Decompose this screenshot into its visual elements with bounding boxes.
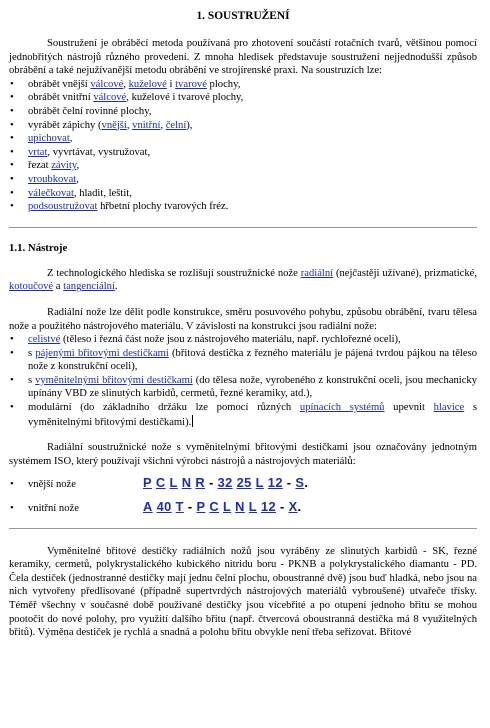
link-vrtat[interactable]: vrtat <box>28 146 48 158</box>
code-part[interactable]: 12 <box>267 475 283 491</box>
inserts-paragraph: Vyměnitelné břitové destičky radiálních nožů jsou vyráběny ze slinutých karbidů - SK, řezné keramiky, cermetů, polykrystalického kubického nitridu boru - PKNB a polykrystalického diamantu - PD. Čela destiček (jednostranné destičky mají jednu čelní plochu, oboustranné dvě) jsou buď hladká, nebo jsou na nich vytvořeny předlisované (případně supertvrdých nástrojových materiálů vybroušené) utvařeče třísky. Téměř všechny v současné době používané destičky jsou vícebřité a po otupení jednoho břitu se mohou pootočit do nové polohy, pro využití dalšího břitu (např. čtvercová oboustranná destička má 8 využitelných břitů). Výměna destiček je rychlá a snadná a polohu břitu obvykle není třeba seřizovat. Břitové <box>9 545 477 639</box>
link-vroubkovat[interactable]: vroubkovat <box>28 173 77 185</box>
list-item: • celistvé (těleso i řezná část nože jsou z nástrojového materiálu, např. rychlořezné oceli), <box>9 333 477 347</box>
page-title: 1. SOUSTRUŽENÍ <box>196 10 290 22</box>
link-kotoucove[interactable]: kotoučové <box>9 281 54 293</box>
link-celistve[interactable]: celistvé <box>28 334 61 346</box>
operations-list <box>9 78 477 214</box>
intro-paragraph: Soustružení je obráběcí metoda používaná pro zhotovení součástí rotačních tvarů, většinou pomocí jednobřitých nástrojů různého provedení. Z mnoha hledisek představuje soustružení nejjednodušší způsob obrábění a také nejužívanější metodu obrábění ve strojírenské praxi. Na soustruzích lze: <box>9 38 477 77</box>
section-heading: 1.1. Nástroje <box>9 241 68 254</box>
list-item: • obrábět vnější válcové, kuželové i tvarové plochy, <box>9 78 477 92</box>
code-part[interactable]: A <box>143 499 153 515</box>
link-tangencialni[interactable]: tangenciální <box>63 281 115 293</box>
code-part[interactable]: L <box>248 499 257 515</box>
iso-code: P C L N R - 32 25 L 12 - S. <box>143 475 309 491</box>
iso-code: A 40 T - P C L N L 12 - X. <box>143 499 302 515</box>
link-vnitrni[interactable]: vnitřní <box>132 119 161 131</box>
code-part[interactable]: N <box>235 499 245 515</box>
link-valcove[interactable]: válcové <box>90 78 124 90</box>
link-celni[interactable]: čelní <box>165 119 187 131</box>
link-vnejsi[interactable]: vnější <box>101 119 127 131</box>
code-part[interactable]: C <box>155 475 166 491</box>
link-valcove-vnitrni[interactable]: válcové <box>93 92 127 104</box>
list-item: • obrábět vnitřní válcové, kuželové i tvarové plochy, <box>9 91 477 105</box>
list-item: • s pájenými břitovými destičkami (břitová destička z řezného materiálu je pájená tvrdou pájkou na těleso nože z konstrukční oceli), <box>9 347 477 374</box>
link-upichovat[interactable]: upichovat <box>28 133 70 145</box>
link-upinaci-systemy[interactable]: upínacích systémů <box>299 402 385 414</box>
code-part[interactable]: T <box>175 499 184 515</box>
tools-paragraph: Z technologického hlediska se rozlišují soustružnické nože radiální (nejčastěji užívané), prizmatické, kotoučové a tangenciální. <box>9 267 477 293</box>
code-part[interactable]: 25 <box>236 475 252 491</box>
code-part[interactable]: P <box>196 499 206 515</box>
link-valeckovat[interactable]: válečkovat <box>28 187 74 199</box>
link-kuzelove[interactable]: kuželové <box>128 78 167 90</box>
list-item: • obrábět čelní rovinné plochy, <box>9 105 477 119</box>
code-part[interactable]: C <box>209 499 219 515</box>
designation-label: • vnější nože <box>10 478 143 492</box>
section-divider <box>9 227 477 228</box>
link-radialni[interactable]: radiální <box>300 267 334 279</box>
code-part[interactable]: N <box>181 475 192 491</box>
list-item: • s vyměnitelnými břitovými destičkami (do tělesa nože, vyrobeného z konstrukční oceli, jsou mechanicky upínány VBD ze slinutých karbidů, cermetů, řezné keramiky, atd.), <box>9 374 477 401</box>
code-part[interactable]: R <box>195 475 205 491</box>
list-item: • podsoustružovat hřbetní plochy tvarových fréz. <box>9 200 477 214</box>
iso-designation-external <box>9 476 477 492</box>
code-part[interactable]: L <box>222 499 232 515</box>
code-part[interactable]: P <box>143 475 152 491</box>
iso-designation-internal <box>9 500 477 516</box>
link-tvarove[interactable]: tvarové <box>175 78 207 90</box>
code-part[interactable]: L <box>255 475 264 491</box>
list-item: • řezat závity, <box>9 159 477 173</box>
list-item: • válečkovat, hladit, leštit, <box>9 187 477 201</box>
designation-label: • vnitřní nože <box>10 502 143 516</box>
link-zavity[interactable]: závity <box>51 160 77 172</box>
list-item: • upichovat, <box>9 132 477 146</box>
text-cursor <box>192 415 193 427</box>
code-part[interactable]: S <box>295 475 305 491</box>
link-vymenitelne-desticky[interactable]: vyměnitelnými břitovými destičkami <box>35 374 193 386</box>
link-pajene-destičky[interactable]: pájenými břitovými destičkami <box>35 347 169 359</box>
list-item: • vrtat, vyvrtávat, vystružovat, <box>9 146 477 160</box>
link-hlavice[interactable]: hlavice <box>433 402 465 414</box>
knife-types-list <box>9 333 477 429</box>
code-part[interactable]: L <box>169 475 178 491</box>
list-item: • modulární (do základního držáku lze pomocí různých upínacích systémů upevnit hlavice s vyměnitelnými břitovými destičkami). <box>9 401 477 429</box>
code-part[interactable]: 32 <box>217 475 233 491</box>
section-divider <box>9 528 477 529</box>
code-part[interactable]: X <box>288 499 298 515</box>
iso-paragraph: Radiální soustružnické nože s vyměnitelnými břitovými destičkami jsou označovány jednotným systémem ISO, který používají všichni výrobci nástrojů a nástrojových materiálů: <box>9 442 477 467</box>
link-podsoustruzovat[interactable]: podsoustružovat <box>28 201 98 213</box>
radial-knives-paragraph: Radiální nože lze dělit podle konstrukce, směru posuvového pohybu, způsobu obrábění, tvaru tělesa nože a použitého nástrojového materiálu. V závislosti na konstrukci jsou radiální nože: <box>9 306 477 332</box>
list-item: • vyrábět zápichy (vnější, vnitřní, čelní), <box>9 119 477 133</box>
code-part[interactable]: 40 <box>156 499 172 515</box>
code-part[interactable]: 12 <box>260 499 277 515</box>
list-item: • vroubkovat, <box>9 173 477 187</box>
